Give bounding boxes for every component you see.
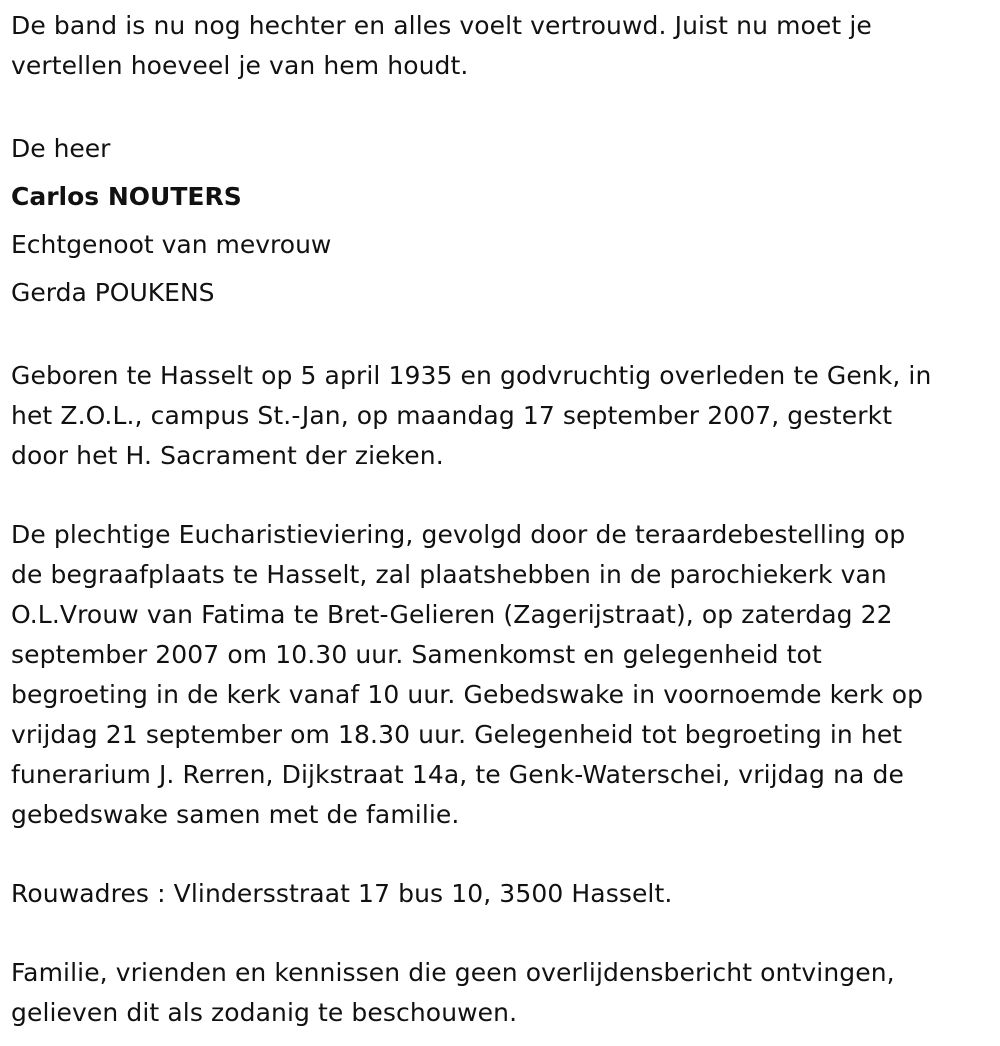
relation-text: Echtgenoot van mevrouw (11, 230, 332, 259)
ceremony-paragraph (11, 515, 1000, 835)
intro-line: vertellen hoeveel je van hem houdt. (11, 51, 469, 80)
birth-death-line: Geboren te Hasselt op 5 april 1935 en godvruchtig overleden te Genk, in (11, 361, 932, 390)
birth-death-paragraph (11, 356, 1000, 476)
ceremony-line: september 2007 om 10.30 uur. Samenkomst en gelegenheid tot (11, 640, 822, 669)
person-block (11, 125, 1000, 317)
ceremony-line: gebedswake samen met de familie. (11, 800, 460, 829)
intro-line: De band is nu nog hechter en alles voelt vertrouwd. Juist nu moet je (11, 11, 872, 40)
birth-death-line: het Z.O.L., campus St.-Jan, op maandag 17 september 2007, gesterkt (11, 401, 893, 430)
ceremony-line: de begraafplaats te Hasselt, zal plaatshebben in de parochiekerk van (11, 560, 887, 589)
ceremony-line: vrijdag 21 september om 18.30 uur. Gelegenheid tot begroeting in het (11, 720, 903, 749)
closing-line: Familie, vrienden en kennissen die geen overlijdensbericht ontvingen, (11, 958, 895, 987)
ceremony-line: begroeting in de kerk vanaf 10 uur. Gebedswake in voornoemde kerk op (11, 680, 924, 709)
address-paragraph (11, 874, 1000, 914)
mourning-address: Rouwadres : Vlindersstraat 17 bus 10, 3500 Hasselt. (11, 879, 673, 908)
closing-paragraph (11, 953, 1000, 1033)
birth-death-line: door het H. Sacrament der zieken. (11, 441, 444, 470)
closing-line: gelieven dit als zodanig te beschouwen. (11, 998, 518, 1027)
ceremony-line: De plechtige Eucharistieviering, gevolgd door de teraardebestelling op (11, 520, 906, 549)
ceremony-line: funerarium J. Rerren, Dijkstraat 14a, te Genk-Waterschei, vrijdag na de (11, 760, 904, 789)
intro-paragraph (11, 6, 1000, 86)
deceased-name: Carlos NOUTERS (11, 182, 242, 211)
ceremony-line: O.L.Vrouw van Fatima te Bret-Gelieren (Zagerijstraat), op zaterdag 22 (11, 600, 893, 629)
honorific: De heer (11, 134, 111, 163)
spouse-name: Gerda POUKENS (11, 278, 215, 307)
